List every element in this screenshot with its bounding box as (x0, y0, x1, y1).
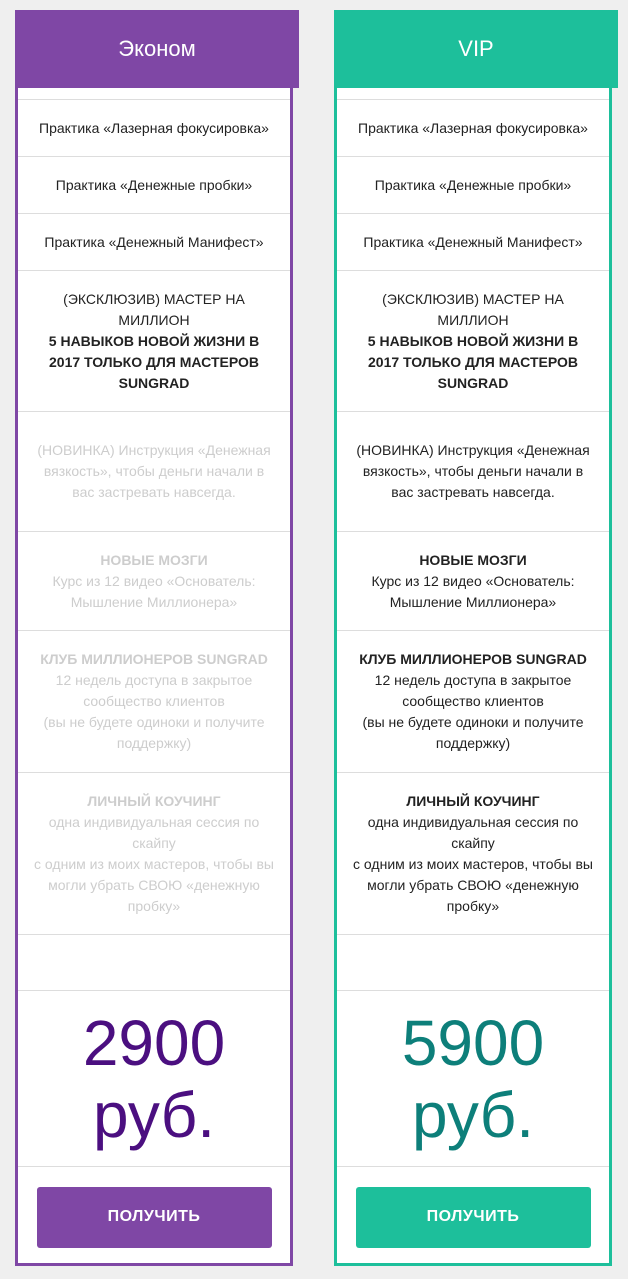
feature-text: Практика «Денежные пробки» (55, 176, 253, 193)
feature-laser-focus (337, 99, 609, 156)
feature-money-viscosity (18, 411, 290, 531)
price-currency: руб. (92, 1078, 216, 1151)
feature-master-million (18, 270, 290, 411)
feature-row-spacer (18, 88, 290, 99)
feature-title: КЛУБ МИЛЛИОНЕРОВ SUNGRAD (359, 651, 587, 667)
button-row (337, 1166, 609, 1267)
plan-econom-title: Эконом (15, 10, 299, 88)
feature-money-blocks (18, 156, 290, 213)
feature-title: ЛИЧНЫЙ КОУЧИНГ (406, 792, 540, 809)
feature-title: 5 НАВЫКОВ НОВОЙ ЖИЗНИ В 2017 ТОЛЬКО ДЛЯ МАСТЕРОВ SUNGRAD (367, 332, 579, 391)
plan-econom (15, 10, 293, 1266)
feature-money-manifest (18, 213, 290, 270)
price-value: 2900 (82, 1006, 226, 1079)
feature-title: КЛУБ МИЛЛИОНЕРОВ SUNGRAD (40, 651, 268, 667)
feature-text: Практика «Денежный Манифест» (44, 233, 264, 250)
feature-text: (вы не будете одиноки и получите поддержку) (43, 714, 265, 751)
feature-title: НОВЫЕ МОЗГИ (419, 551, 527, 568)
feature-text: Практика «Денежные пробки» (374, 176, 572, 193)
get-econom-button[interactable]: ПОЛУЧИТЬ (37, 1187, 272, 1248)
feature-text: Курс из 12 видео «Основатель: Мышление Миллионера» (371, 572, 575, 610)
feature-title: НОВЫЕ МОЗГИ (100, 551, 208, 568)
feature-text: (НОВИНКА) Инструкция «Денежная вязкость», чтобы деньги начали в вас застревать навсегда. (356, 442, 590, 500)
plan-vip (334, 10, 612, 1266)
feature-text: (ЭКСКЛЮЗИВ) МАСТЕР НА МИЛЛИОН (382, 290, 564, 328)
feature-text: Практика «Лазерная фокусировка» (358, 119, 588, 136)
price-currency: руб. (411, 1078, 535, 1151)
feature-text: с одним из моих мастеров, чтобы вы могли убрать СВОЮ «денежную пробку» (34, 855, 274, 914)
price-value: 5900 (401, 1006, 545, 1079)
feature-master-million (337, 270, 609, 411)
feature-text: (вы не будете одиноки и получите поддержку) (362, 714, 584, 751)
feature-millionaires-club (18, 630, 290, 772)
feature-new-brains (18, 531, 290, 630)
feature-row-empty (337, 934, 609, 990)
feature-row-empty (18, 934, 290, 990)
plan-vip-price (337, 990, 609, 1166)
feature-personal-coaching (337, 772, 609, 934)
button-row (18, 1166, 290, 1267)
feature-text: (ЭКСКЛЮЗИВ) МАСТЕР НА МИЛЛИОН (63, 290, 245, 328)
feature-text: Практика «Денежный Манифест» (363, 233, 583, 250)
feature-text: Курс из 12 видео «Основатель: Мышление Миллионера» (52, 572, 256, 610)
feature-money-viscosity (337, 411, 609, 531)
plan-econom-price (18, 990, 290, 1166)
feature-title: ЛИЧНЫЙ КОУЧИНГ (87, 792, 221, 809)
feature-row-spacer (337, 88, 609, 99)
feature-text: 12 недель доступа в закрытое сообщество клиентов (374, 672, 572, 709)
feature-money-manifest (337, 213, 609, 270)
get-vip-button[interactable]: ПОЛУЧИТЬ (356, 1187, 591, 1248)
feature-text: Практика «Лазерная фокусировка» (39, 119, 269, 136)
feature-new-brains (337, 531, 609, 630)
feature-text: (НОВИНКА) Инструкция «Денежная вязкость», чтобы деньги начали в вас застревать навсегда. (37, 442, 271, 500)
feature-text: с одним из моих мастеров, чтобы вы могли убрать СВОЮ «денежную пробку» (353, 855, 593, 914)
feature-title: 5 НАВЫКОВ НОВОЙ ЖИЗНИ В 2017 ТОЛЬКО ДЛЯ МАСТЕРОВ SUNGRAD (48, 332, 260, 391)
feature-personal-coaching (18, 772, 290, 934)
feature-text: одна индивидуальная сессия по скайпу (48, 813, 260, 851)
feature-laser-focus (18, 99, 290, 156)
feature-text: 12 недель доступа в закрытое сообщество клиентов (55, 672, 253, 709)
feature-millionaires-club (337, 630, 609, 772)
feature-text: одна индивидуальная сессия по скайпу (367, 813, 579, 851)
feature-money-blocks (337, 156, 609, 213)
plan-vip-title: VIP (334, 10, 618, 88)
